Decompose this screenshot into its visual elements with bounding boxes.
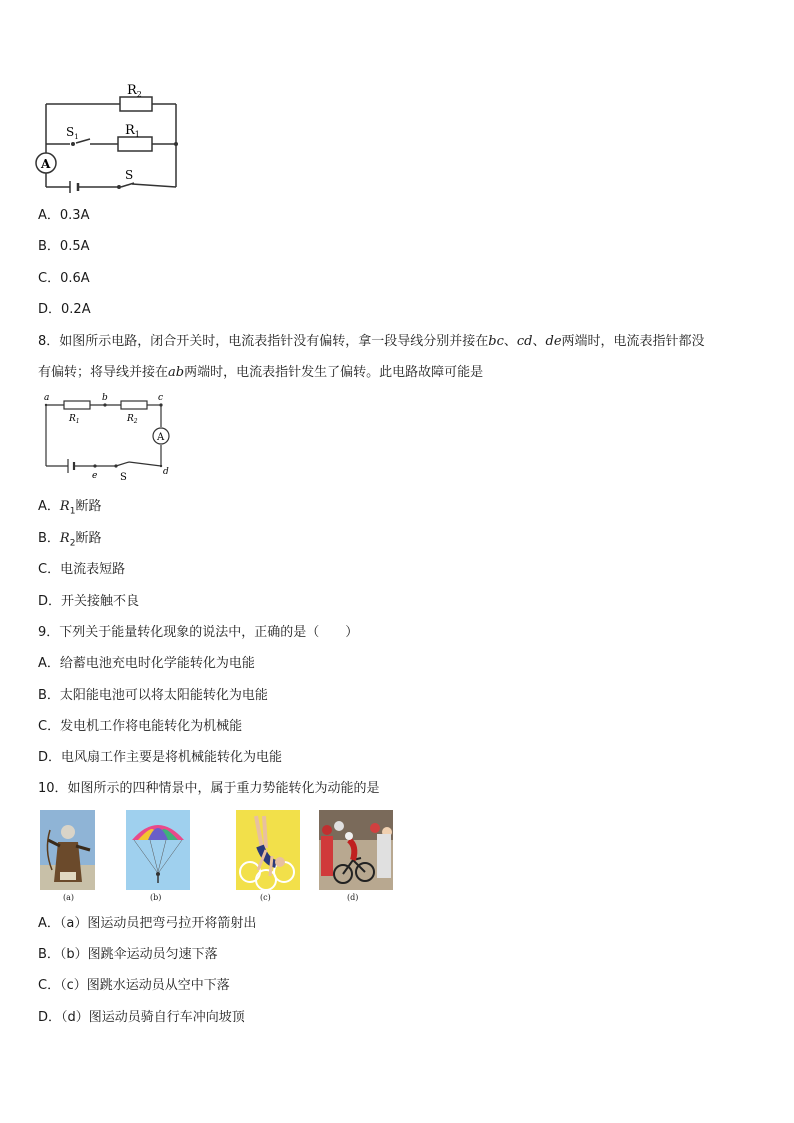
circuit-diagram-1 [30,80,190,195]
caption-b: (b) [150,893,162,902]
q9-option-a[interactable]: A．给蓄电池充电时化学能转化为电能 [38,656,255,671]
caption-c: (c) [260,893,271,902]
q9-option-b[interactable]: B．太阳能电池可以将太阳能转化为电能 [38,688,268,703]
node-e-label: e [92,471,98,481]
q8-stem-line2: 有偏转；将导线并接在ab两端时，电流表指针发生了偏转。此电路故障可能是 [38,365,484,380]
q7-option-c[interactable]: C．0.6A [38,271,90,286]
node-d-label: d [163,467,169,477]
q8-option-c[interactable]: C．电流表短路 [38,562,126,577]
switch-label: S [120,472,127,483]
q8-option-d[interactable]: D．开关接触不良 [38,594,140,609]
q9-option-c[interactable]: C．发电机工作将电能转化为机械能 [38,719,243,734]
q8-option-a[interactable]: A．$R_1$断路 [38,499,102,517]
node-b-label: b [102,393,108,403]
q7-option-b[interactable]: B．0.5A [38,239,90,254]
r2-label: $R_2$ [127,83,142,99]
photo-cyclist [319,810,393,890]
q10-option-c[interactable]: C．（c）图跳水运动员从空中下落 [38,978,230,993]
q7-option-a[interactable]: A．0.3A [38,208,90,223]
circuit-diagram-2 [36,390,176,485]
s-label: S [125,168,134,182]
s1-label: $S_1$ [66,125,79,141]
caption-d: (d) [347,893,359,902]
q8-option-b[interactable]: B．$R_2$断路 [38,531,102,549]
node-a-label: a [44,393,50,403]
q8-stem-line1: 8．如图所示电路，闭合开关时，电流表指针没有偏转，拿一段导线分别并接在bc、cd、de两端时，电流表指针都没 [38,334,705,349]
q7-option-d[interactable]: D．0.2A [38,302,91,317]
ammeter-label: A [41,157,51,171]
q9-option-d[interactable]: D．电风扇工作主要是将机械能转化为电能 [38,750,283,765]
photo-diver [236,810,300,890]
r1-label: $R_1$ [125,123,140,139]
caption-a: (a) [63,893,75,902]
q10-option-b[interactable]: B．（b）图跳伞运动员匀速下落 [38,947,218,962]
r1-label: $R_1$ [69,414,80,425]
q10-option-d[interactable]: D．（d）图运动员骑自行车冲向坡顶 [38,1010,245,1025]
q9-stem: 9．下列关于能量转化现象的说法中，正确的是（ ） [38,625,359,640]
ammeter-label: A [157,432,165,443]
photo-parachute [126,810,190,890]
node-c-label: c [158,393,164,403]
photo-archer [40,810,95,890]
r2-label: $R_2$ [127,414,138,425]
q10-stem: 10．如图所示的四种情景中，属于重力势能转化为动能的是 [38,781,380,796]
q10-option-a[interactable]: A．（a）图运动员把弯弓拉开将箭射出 [38,916,257,931]
